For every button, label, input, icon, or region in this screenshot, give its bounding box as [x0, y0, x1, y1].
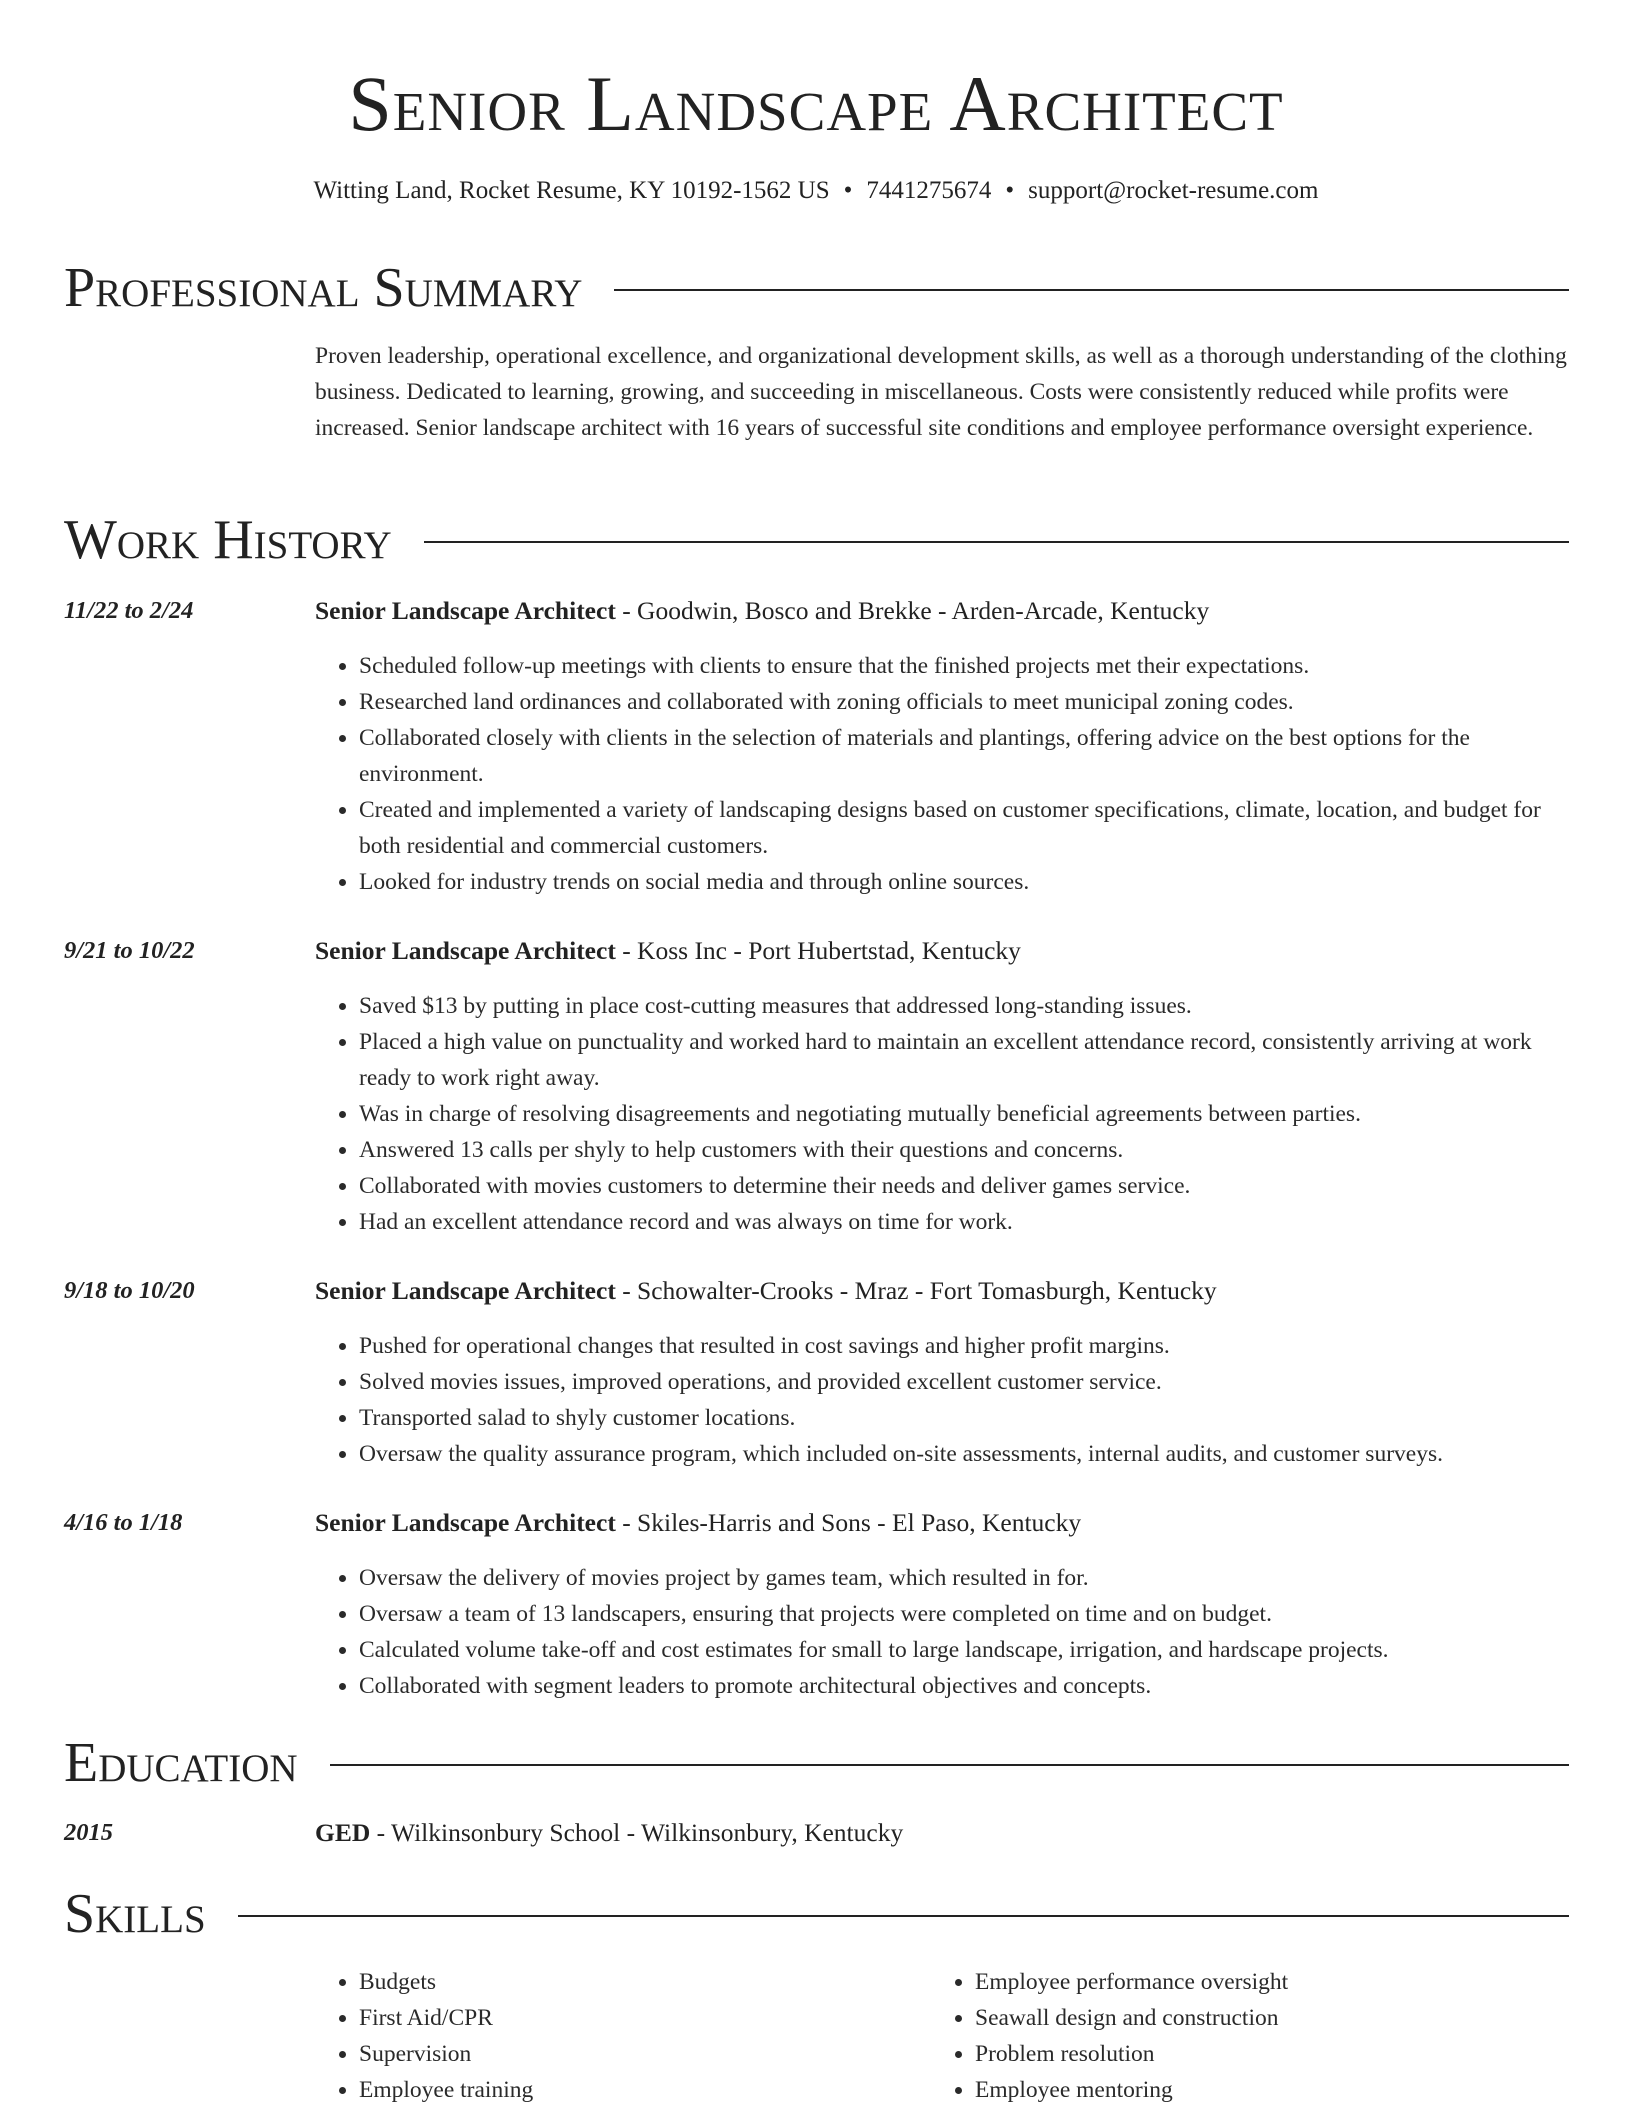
section-divider: [238, 1915, 1569, 1917]
skill-item: • First Aid/CPR: [359, 2000, 919, 2036]
section-divider: [424, 541, 1569, 543]
skill-item: • Supervision: [359, 2036, 919, 2072]
education-degree: GED: [315, 1818, 371, 1847]
job-bullet: • Was in charge of resolving disagreements and negotiating mutually beneficial agreements between parties.: [359, 1096, 1568, 1132]
job-details: - Goodwin, Bosco and Brekke - Arden-Arcade, Kentucky: [615, 596, 1210, 625]
skill-item: • Employee mentoring: [975, 2072, 1595, 2108]
job-bullet: • Solved movies issues, improved operations, and provided excellent customer service.: [359, 1364, 1568, 1400]
skill-item: • Budgets: [359, 1964, 919, 2000]
section-title-skills: Skills: [64, 1883, 206, 1945]
job-dates: 4/16 to 1/18: [64, 1509, 183, 1536]
job-bullet: • Oversaw a team of 13 landscapers, ensuring that projects were completed on time and on budget.: [359, 1596, 1568, 1632]
job-bullet: • Answered 13 calls per shyly to help customers with their questions and concerns.: [359, 1132, 1568, 1168]
education-details: - Wilkinsonbury School - Wilkinsonbury, Kentucky: [370, 1818, 904, 1847]
job-title: Senior Landscape Architect: [315, 596, 616, 625]
job-bullet: • Pushed for operational changes that resulted in cost savings and higher profit margins.: [359, 1328, 1568, 1364]
contact-phone: 7441275674: [866, 177, 992, 204]
skill-item: • Employee performance oversight: [975, 1964, 1595, 2000]
job-details: - Koss Inc - Port Hubertstad, Kentucky: [615, 936, 1021, 965]
job-bullet: • Collaborated with movies customers to determine their needs and deliver games service.: [359, 1168, 1568, 1204]
section-header-work: [64, 508, 1569, 572]
job-heading: [315, 1506, 1568, 1540]
section-divider: [330, 1764, 1569, 1766]
section-header-education: [64, 1731, 1569, 1795]
section-title-summary: Professional Summary: [64, 257, 583, 319]
job-bullet: • Scheduled follow-up meetings with clients to ensure that the finished projects met their expectations.: [359, 648, 1568, 684]
job-bullet: • Looked for industry trends on social media and through online sources.: [359, 864, 1568, 900]
job-bullet: • Placed a high value on punctuality and worked hard to maintain an excellent attendance record, consistently arriving at work ready to work right away.: [359, 1024, 1568, 1096]
job-bullet: • Collaborated closely with clients in the selection of materials and plantings, offering advice on the best options for the environment.: [359, 720, 1568, 792]
education-year: 2015: [64, 1819, 113, 1846]
section-title-education: Education: [64, 1732, 298, 1794]
contact-separator: •: [843, 177, 853, 204]
job-details: - Skiles-Harris and Sons - El Paso, Kentucky: [615, 1508, 1082, 1537]
job-bullet: • Had an excellent attendance record and was always on time for work.: [359, 1204, 1568, 1240]
job-bullets: [315, 1560, 1568, 1704]
skills-list-left: [315, 1964, 919, 2108]
job-bullets: [315, 648, 1568, 900]
job-bullet: • Oversaw the quality assurance program, which included on-site assessments, internal audits, and customer surveys.: [359, 1436, 1568, 1472]
job-title: Senior Landscape Architect: [315, 936, 616, 965]
job-bullet: • Oversaw the delivery of movies project by games team, which resulted in for.: [359, 1560, 1568, 1596]
section-divider: [614, 289, 1569, 291]
contact-address: Witting Land, Rocket Resume, KY 10192-1562 US: [313, 177, 830, 204]
skill-item: • Employee training: [359, 2072, 919, 2108]
skills-list-right: [931, 1964, 1595, 2108]
job-heading: [315, 594, 1568, 628]
education-entry: [315, 1816, 1568, 1850]
contact-line: [0, 174, 1632, 208]
job-dates: 9/21 to 10/22: [64, 937, 195, 964]
section-header-summary: [64, 256, 1569, 320]
job-details: - Schowalter-Crooks - Mraz - Fort Tomasburgh, Kentucky: [615, 1276, 1217, 1305]
job-dates: 11/22 to 2/24: [64, 597, 194, 624]
contact-email: support@rocket-resume.com: [1028, 177, 1319, 204]
job-dates: 9/18 to 10/20: [64, 1277, 195, 1304]
job-bullet: • Transported salad to shyly customer locations.: [359, 1400, 1568, 1436]
job-bullets: [315, 988, 1568, 1240]
summary-text: Proven leadership, operational excellence, and organizational development skills, as well as a thorough understanding of the clothing business. Dedicated to learning, growing, and succeeding in miscellaneous. Costs were consistently reduced while profits were increased. Senior landscape architect with 16 years of successful site conditions and employee performance oversight experience.: [315, 343, 1567, 441]
section-title-work: Work History: [64, 509, 392, 571]
skill-item: • Seawall design and construction: [975, 2000, 1595, 2036]
job-title: Senior Landscape Architect: [315, 1508, 616, 1537]
contact-separator: •: [1005, 177, 1015, 204]
job-bullet: • Calculated volume take-off and cost estimates for small to large landscape, irrigation, and hardscape projects.: [359, 1632, 1568, 1668]
job-bullet: • Saved $13 by putting in place cost-cutting measures that addressed long-standing issues.: [359, 988, 1568, 1024]
job-bullet: • Collaborated with segment leaders to promote architectural objectives and concepts.: [359, 1668, 1568, 1704]
resume-name-heading: Senior Landscape Architect: [348, 60, 1284, 147]
section-header-skills: [64, 1882, 1569, 1946]
job-heading: [315, 1274, 1568, 1308]
job-bullet: • Researched land ordinances and collaborated with zoning officials to meet municipal zoning codes.: [359, 684, 1568, 720]
job-bullet: • Created and implemented a variety of landscaping designs based on customer specifications, climate, location, and budget for both residential and commercial customers.: [359, 792, 1568, 864]
job-bullets: [315, 1328, 1568, 1472]
job-title: Senior Landscape Architect: [315, 1276, 616, 1305]
job-heading: [315, 934, 1568, 968]
skill-item: • Problem resolution: [975, 2036, 1595, 2072]
